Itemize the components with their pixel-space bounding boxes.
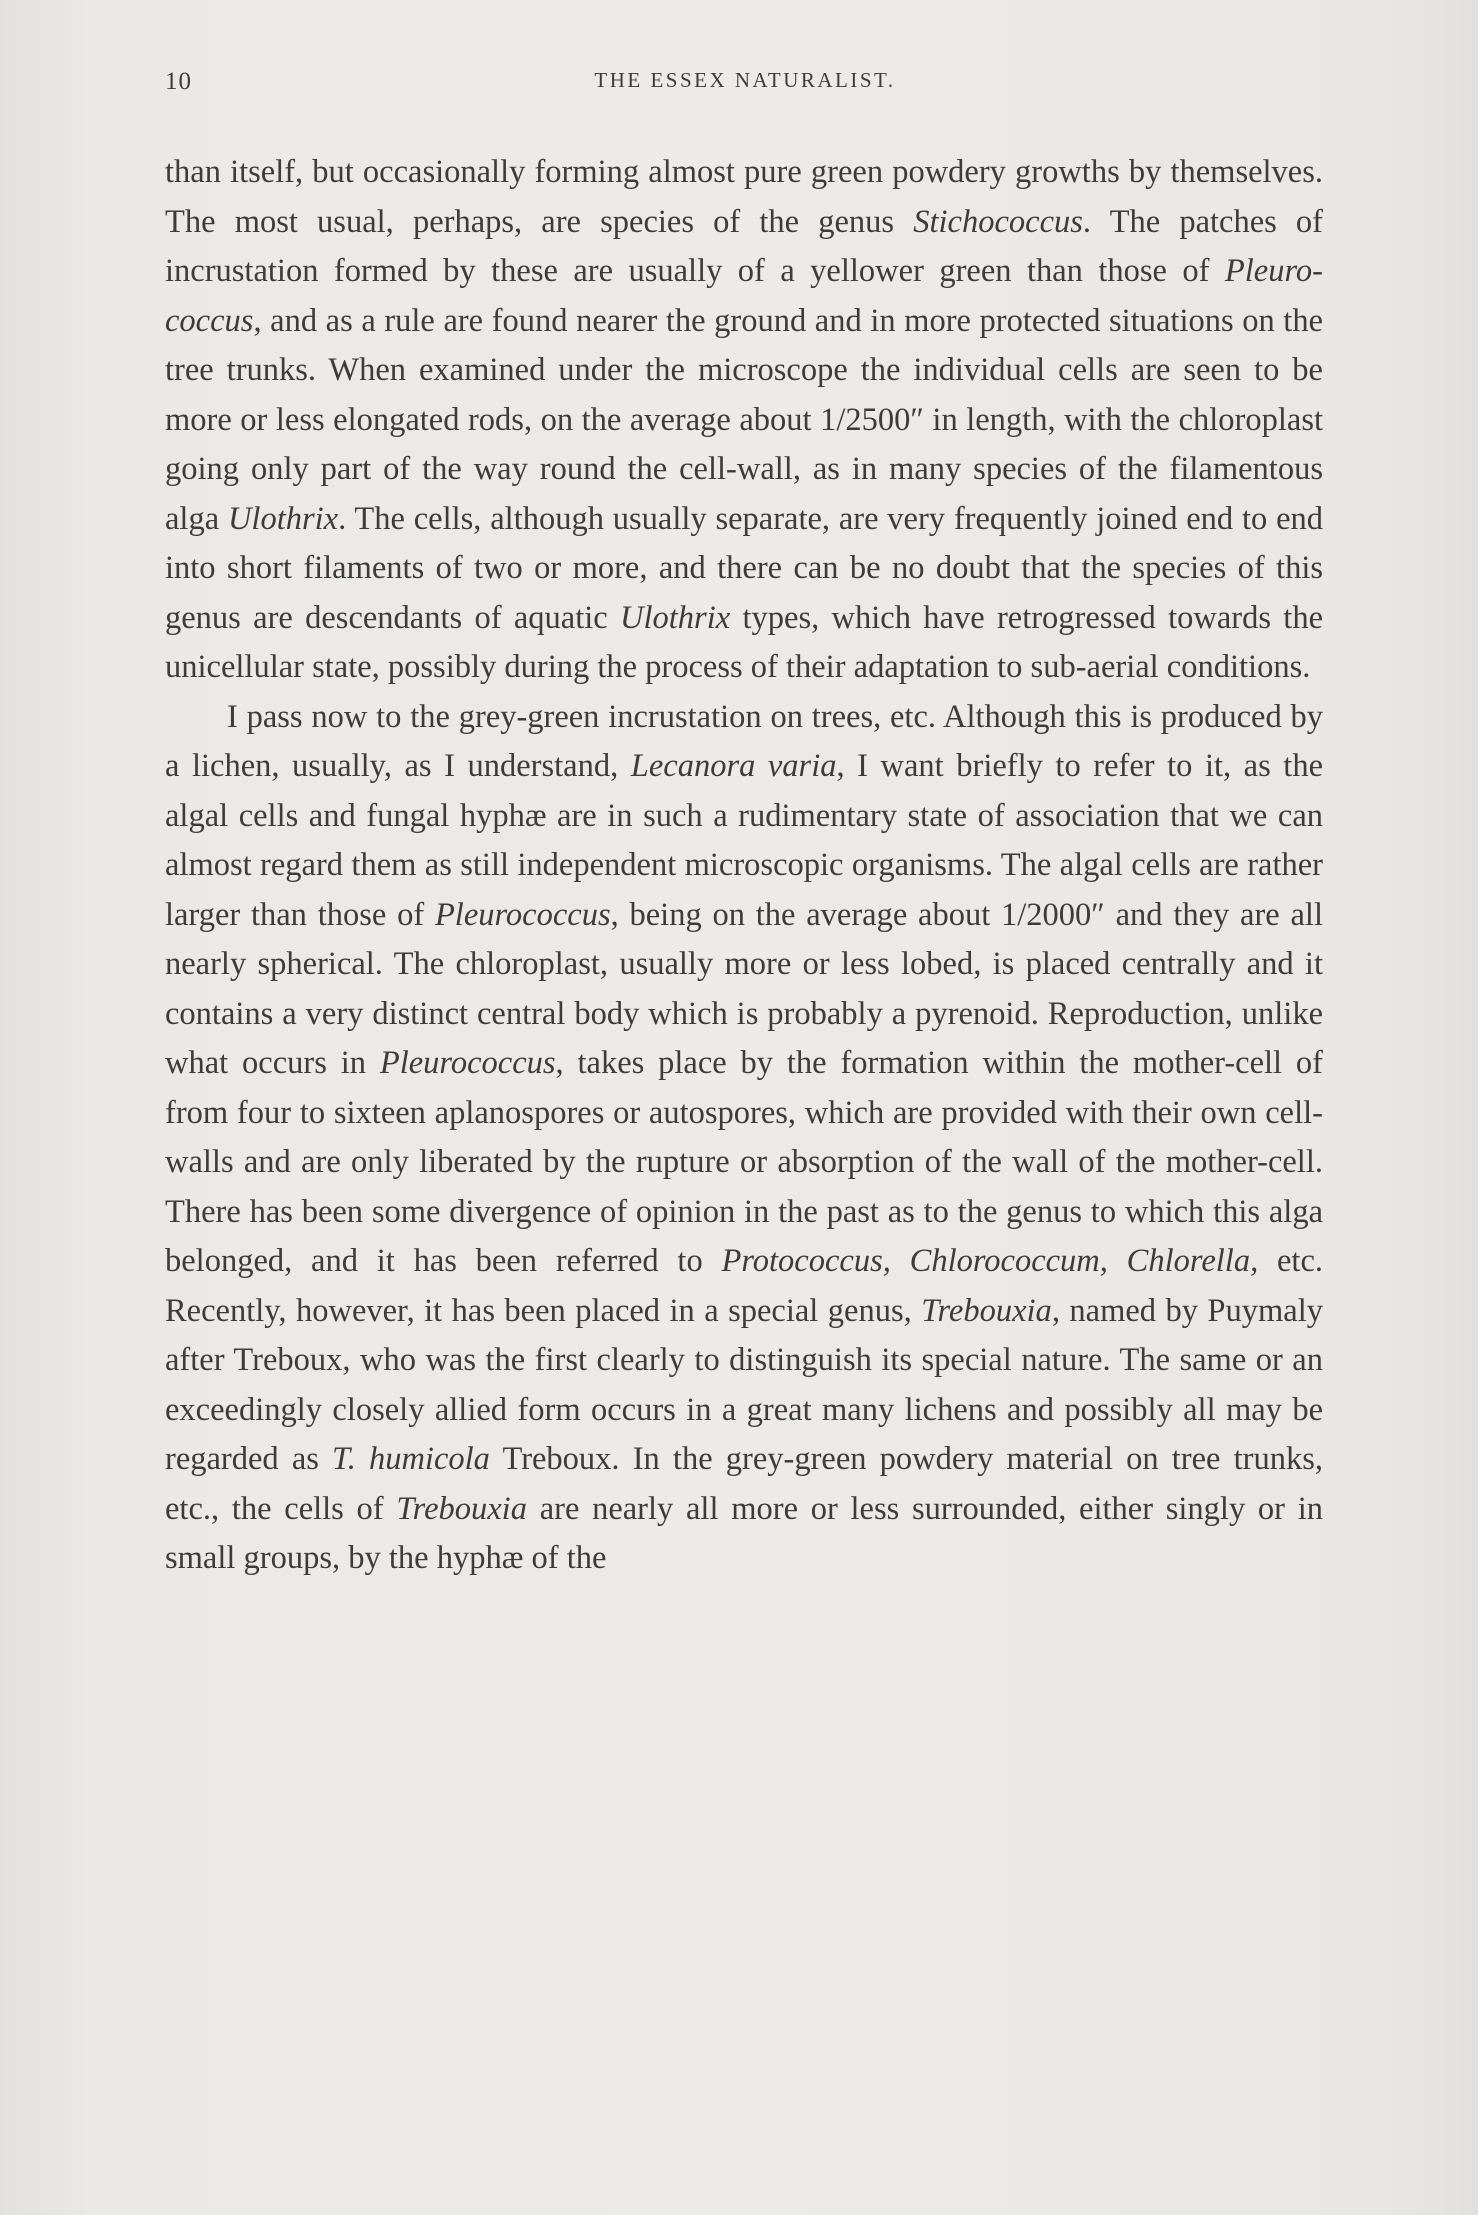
text-run: , being on the average about 1/2000″ and they are all nearly spherical. The chloroplast, usually more or less lobed, is placed centrally and it contains a very distinct central body which is probably a pyrenoid. Reproduction, unlike what occurs in xyxy=(165,896,1323,1081)
text-run: , and as a rule are found nearer the ground and in more protected situations on the tree trunks. When examined under the microscope the individual cells are seen to be more or less elongated rods, on the average about 1/2500″ in length, with the chloroplast going only part of the way round the cell-wall, as in many species of the filamentous alga xyxy=(165,302,1323,537)
italic-term: Ulothrix xyxy=(227,500,339,537)
italic-term: Trebouxia xyxy=(921,1292,1052,1329)
text-run: , I want briefly to refer to it, as the algal cells and fungal hyphæ are in such a rudimentary state of association that we can almost regard them as still independent microscopic organisms. The algal cells are rather larger than those of xyxy=(165,748,1324,933)
text-run: , named by Puymaly after Treboux, who was the first clearly to distinguish its special nature. The same or an exceedingly closely allied form occurs in a great many lichens and possibly all may be regarded as xyxy=(165,1292,1323,1477)
body-text xyxy=(165,148,1323,1584)
text-run: , takes place by the formation within the mother-cell of from four to sixteen aplanospores or autospores, which are provided with their own cell-walls and are only liberated by the rupture or absorption of the wall of the mother-cell. There has been some divergence of opinion in the past as to the genus to which this alga belonged, and it has been referred to xyxy=(165,1045,1323,1279)
text-run: . The patches of incrustation formed by these are usually of a yellower green than those of xyxy=(165,203,1324,289)
text-run: etc. Recently, however, it has been placed in a special genus, xyxy=(165,1243,1323,1329)
text-run: . The cells, although usually separate, are very frequently joined end to end into short filaments of two or more, and there can be no doubt that the species of this genus are descendants of aquatic xyxy=(165,500,1323,636)
italic-term: Trebouxia xyxy=(396,1490,527,1527)
italic-term: Protococcus, Chlorococcum, Chlorella, xyxy=(721,1243,1259,1279)
paragraph xyxy=(165,693,1323,1584)
italic-term: Stichococcus xyxy=(913,203,1083,240)
paragraph xyxy=(165,148,1323,693)
text-run: Treboux. In the grey-green powdery material on tree trunks, etc., the cells of xyxy=(165,1441,1323,1527)
page-number: 10 xyxy=(165,68,192,95)
page-header xyxy=(165,68,1325,108)
italic-term: Ulothrix xyxy=(620,599,731,636)
text-run: than itself, but occasionally forming almost pure green powdery growths by themselves. The most usual, perhaps, are species of the genus xyxy=(165,154,1323,240)
text-run: are nearly all more or less surrounded, either singly or in small groups, by the hyphæ of the xyxy=(165,1490,1324,1576)
italic-term: Lecanora varia xyxy=(630,748,837,784)
text-run: types, which have retrogressed towards the unicellular state, possibly during the process of their adaptation to sub-aerial conditions. xyxy=(165,599,1324,685)
italic-term: Pleurococcus xyxy=(434,896,611,933)
italic-term: Pleuro-coccus xyxy=(165,253,1323,339)
italic-term: T. humicola xyxy=(332,1441,490,1477)
italic-term: Pleurococcus xyxy=(379,1045,556,1081)
text-run: I pass now to the grey-green incrustation on trees, etc. Although this is produced by a lichen, usually, as I understand, xyxy=(165,698,1323,784)
running-title: THE ESSEX NATURALIST. xyxy=(594,68,896,92)
